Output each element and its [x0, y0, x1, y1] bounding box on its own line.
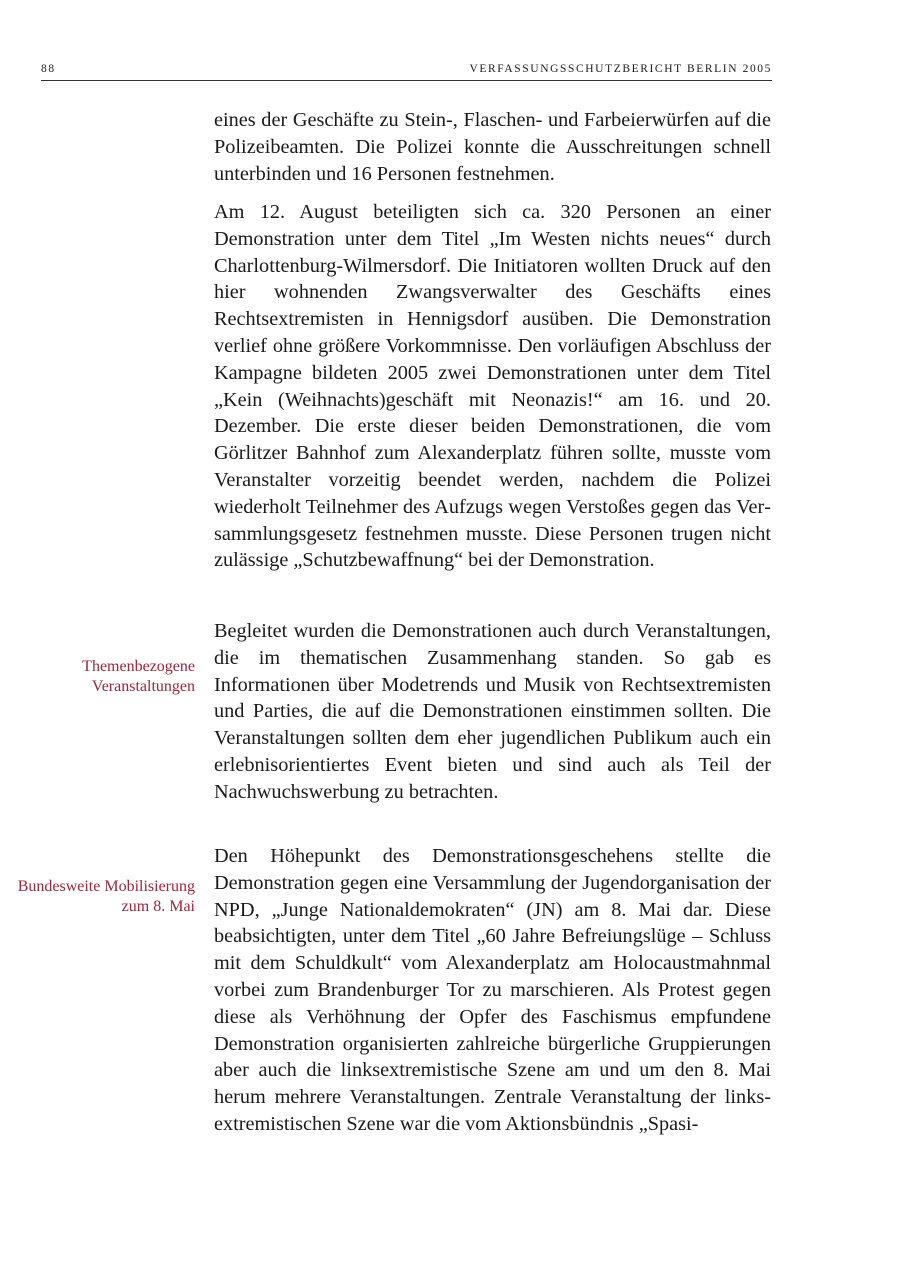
body-paragraph: eines der Geschäfte zu Stein-, Flaschen- und Farbeierwürfen auf die Polizeibeamten. Die Polizei konnte die Ausschreitungen schnell unterbinden und 16 Personen festnehmen. — [214, 109, 771, 185]
body-paragraph: Am 12. August beteiligten sich ca. 320 Personen an einer Demonstration unter dem Titel „Im Westen nichts neues“ durch Charlottenburg-Wilmersdorf. Die Initiatoren wollten Druck auf den hier wohnenden Zwangsverwalter des Geschäfts eines Rechtsextremisten in Hennigsdorf ausüben. Die Demonstration verlief ohne größere Vorkommnisse. Den vorläufigen Abschluss der Kampagne bildeten 2005 zwei Demonstrationen unter dem Titel „Kein (Weihnachts)geschäft mit Neonazis!“ am 16. und 20. Dezember. Die erste dieser beiden Demonstrationen, die vom Görlitzer Bahnhof zum Alexanderplatz führen sollte, musste vom Veranstalter vorzeitig beendet werden, nachdem die Polizei wiederholt Teilnehmer des Aufzugs wegen Verstoßes gegen das Versammlungsgesetz festnehmen musste. Diese Personen trugen nicht zulässige „Schutzbewaffnung“ bei der Demonstration. — [214, 201, 771, 572]
running-title: VERFASSUNGSSCHUTZBERICHT BERLIN 2005 — [469, 63, 772, 75]
margin-note-themenbezogene-veranstaltungen: Themenbezogene Veranstaltungen — [82, 658, 195, 695]
page-number: 88 — [41, 63, 56, 75]
body-paragraph: Begleitet wurden die Demonstrationen auch durch Veranstaltungen, die im thematischen Zusammenhang standen. So gab es Informationen über Modetrends und Musik von Rechtsextremisten und Parties, die auf die Demonstrationen einstimmen sollten. Die Veranstaltungen sollten dem eher jugendlichen Publikum auch ein erlebnisorientiertes Event bieten und sind auch als Teil der Nachwuchswerbung zu betrachten. — [214, 620, 771, 803]
running-header — [41, 60, 772, 81]
margin-note-bundesweite-mobilisierung: Bundesweite Mobilisierung zum 8. Mai — [17, 878, 195, 915]
body-paragraph: Den Höhepunkt des Demonstrationsgeschehens stellte die Demonstration gegen eine Versammlung der Jugendorganisation der NPD, „Junge Nationaldemokraten“ (JN) am 8. Mai dar. Diese beabsichtigten, unter dem Titel „60 Jahre Befreiungslüge – Schluss mit dem Schuldkult“ vom Alexanderplatz am Holocaustmahnmal vorbei zum Brandenburger Tor zu marschieren. Als Protest gegen diese als Verhöhnung der Opfer des Faschismus empfundene Demonstration organisierten zahlreiche bürgerliche Gruppierungen aber auch die linksextremistische Szene am und um den 8. Mai herum mehrere Veranstaltungen. Zentrale Veranstaltung der linksextremistischen Szene war die vom Aktionsbündnis „Spasi- — [214, 845, 771, 1135]
